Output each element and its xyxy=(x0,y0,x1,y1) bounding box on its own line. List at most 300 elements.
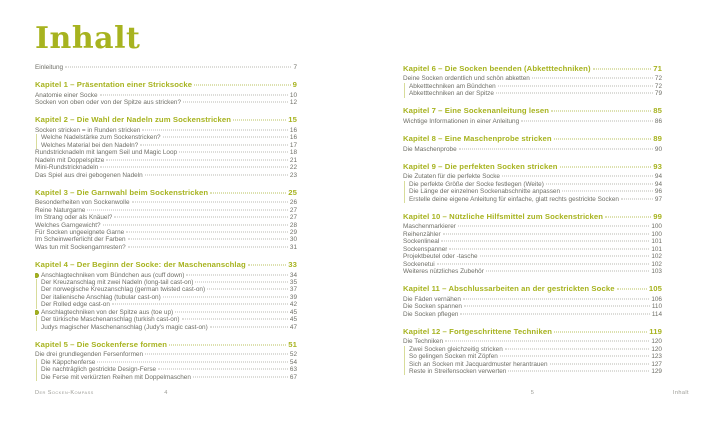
toc-section xyxy=(403,327,662,376)
dot-leader xyxy=(132,202,288,203)
entry-title: Reine Naturgarne xyxy=(35,206,86,214)
dot-leader xyxy=(142,129,288,130)
dot-leader xyxy=(464,306,650,307)
dot-leader xyxy=(505,348,650,349)
entry-page-number: 12 xyxy=(289,99,297,107)
dot-leader xyxy=(179,152,288,153)
toc-entry xyxy=(35,374,297,381)
entry-title: Die Käppchenferse xyxy=(41,358,96,366)
toc-chapter-heading xyxy=(35,115,297,125)
dot-leader xyxy=(560,166,652,167)
dot-leader xyxy=(486,270,649,271)
entry-page-number: 119 xyxy=(649,326,662,336)
dot-leader xyxy=(183,102,288,103)
dot-leader xyxy=(460,313,649,314)
entry-page-number: 54 xyxy=(289,358,297,366)
dot-leader xyxy=(114,217,287,218)
entry-page-number: 97 xyxy=(654,195,662,203)
dot-leader xyxy=(498,85,653,86)
entry-title: Erstelle deine eigene Anleitung für einfache, glatt rechts gestrickte Socken xyxy=(409,195,619,203)
toc-entry xyxy=(403,268,662,275)
dot-leader xyxy=(562,191,653,192)
entry-title: Sockenspanner xyxy=(403,245,448,253)
dot-leader xyxy=(210,326,288,327)
toc-chapter-heading xyxy=(403,284,662,294)
toc-entry xyxy=(35,286,297,293)
toc-entry xyxy=(403,303,662,310)
footer-page-number-right: 5 xyxy=(530,390,535,396)
entry-page-number: 72 xyxy=(654,75,662,83)
entry-page-number: 129 xyxy=(651,368,662,376)
entry-page-number: 10 xyxy=(289,91,297,99)
dot-leader xyxy=(458,226,649,227)
toc-entry xyxy=(35,222,297,229)
entry-page-number: 85 xyxy=(653,106,662,116)
entry-page-number: 21 xyxy=(289,156,297,164)
toc-entry xyxy=(35,279,297,286)
dot-leader xyxy=(163,137,288,138)
entry-title: Die Länge der einzelnen Sockenabschnitte anpassen xyxy=(409,188,560,196)
entry-page-number: 34 xyxy=(289,271,297,279)
toc-entry xyxy=(35,272,297,279)
dot-leader xyxy=(103,224,288,225)
entry-title: Die Ferse mit verkürzten Reihen mit Doppelmaschen xyxy=(41,373,191,381)
dot-leader xyxy=(126,231,288,232)
toc-chapter-heading xyxy=(35,80,297,90)
entry-page-number: 72 xyxy=(654,82,662,90)
entry-page-number: 29 xyxy=(289,228,297,236)
entry-title: Welches Material bei den Nadeln? xyxy=(41,141,139,149)
toc-entry xyxy=(35,214,297,221)
dot-leader xyxy=(532,78,653,79)
toc-entry xyxy=(403,223,662,230)
dot-leader xyxy=(128,239,288,240)
toc-entry xyxy=(35,64,297,71)
entry-page-number: 100 xyxy=(651,223,662,231)
entry-title: Socken von oben oder von der Spitze aus stricken? xyxy=(35,99,182,107)
toc-section xyxy=(403,134,662,153)
entry-page-number: 42 xyxy=(289,301,297,309)
dot-leader xyxy=(550,363,650,364)
entry-page-number: 33 xyxy=(288,259,297,269)
bullet-dot-icon xyxy=(35,272,41,279)
bullet-dot-icon xyxy=(35,309,41,316)
entry-title: Besonderheiten von Sockenwolle xyxy=(35,199,130,207)
entry-title: Nadeln mit Doppelspitze xyxy=(35,156,105,164)
dot-leader xyxy=(145,174,288,175)
toc-entry xyxy=(35,236,297,243)
toc-entry xyxy=(35,92,297,99)
entry-page-number: 102 xyxy=(651,253,662,261)
entry-title: Maschenmarkierer xyxy=(403,223,456,231)
toc-section xyxy=(35,80,297,107)
dot-leader xyxy=(100,167,288,168)
dot-leader xyxy=(145,354,288,355)
toc-section xyxy=(35,188,297,252)
entry-title: Die Maschenprobe xyxy=(403,145,457,153)
entry-title: Was tun mit Sockengarnresten? xyxy=(35,243,126,251)
entry-title: Welches Garngewicht? xyxy=(35,221,101,229)
entry-title: Judys magischer Maschenanschlag (Judy's magic cast-on) xyxy=(41,323,208,331)
toc-entry xyxy=(35,134,297,141)
entry-title: Rundstricknadeln mit langem Seil und Magic Loop xyxy=(35,149,178,157)
entry-page-number: 99 xyxy=(653,211,662,221)
entry-page-number: 110 xyxy=(651,303,662,311)
entry-title: Mini-Rundstricknadeln xyxy=(35,164,99,172)
entry-page-number: 35 xyxy=(289,279,297,286)
toc-entry xyxy=(403,173,662,180)
subentry-bar-icon xyxy=(403,83,409,90)
entry-title: Die Techniken xyxy=(403,338,444,346)
footer-section-name: Inhalt xyxy=(672,390,689,396)
dot-leader xyxy=(463,298,649,299)
entry-title: Sockenetui xyxy=(403,260,435,268)
toc-chapter-heading xyxy=(403,162,662,172)
entry-title: Der norwegische Kreuzanschlag (german twisted cast-on) xyxy=(41,286,206,294)
subentry-bar-icon xyxy=(35,294,41,301)
dot-leader xyxy=(502,176,653,177)
dot-leader xyxy=(140,144,288,145)
dot-leader xyxy=(233,120,286,121)
dot-leader xyxy=(194,85,290,86)
dot-leader xyxy=(449,248,649,249)
entry-title: Zwei Socken gleichzeitig stricken xyxy=(409,345,503,353)
entry-page-number: 89 xyxy=(653,133,662,143)
toc-chapter-heading xyxy=(403,64,662,74)
entry-page-number: 27 xyxy=(289,214,297,222)
dot-leader xyxy=(437,263,650,264)
entry-title: Die Socken spannen xyxy=(403,303,462,311)
dot-leader xyxy=(605,216,651,217)
entry-page-number: 63 xyxy=(289,366,297,374)
toc-entry xyxy=(35,244,297,251)
dot-leader xyxy=(87,209,287,210)
dot-leader xyxy=(521,120,653,121)
dot-leader xyxy=(175,311,288,312)
toc-chapter-heading xyxy=(35,188,297,198)
entry-title: Anschlagtechniken vom Bündchen aus (cuff down) xyxy=(41,271,185,279)
toc-entry xyxy=(403,346,662,353)
toc-entry xyxy=(35,164,297,171)
toc-entry xyxy=(403,311,662,318)
toc-entry xyxy=(403,261,662,268)
dot-leader xyxy=(551,111,651,112)
subentry-bar-icon xyxy=(403,188,409,195)
subentry-bar-icon xyxy=(35,359,41,366)
subentry-bar-icon xyxy=(35,279,41,286)
dot-leader xyxy=(195,282,288,283)
entry-title: Projektbeutel oder -tasche xyxy=(403,253,478,261)
entry-page-number: 96 xyxy=(654,188,662,196)
entry-page-number: 93 xyxy=(653,161,662,171)
toc-entry xyxy=(35,172,297,179)
toc-entry xyxy=(35,229,297,236)
entry-title: Der Rolled edge cast-on xyxy=(41,301,110,309)
toc-entry xyxy=(403,361,662,368)
chapter-title: Kapitel 9 – Die perfekten Socken stricken xyxy=(403,161,558,171)
dot-leader xyxy=(617,289,647,290)
entry-title: Weiteres nützliches Zubehör xyxy=(403,267,484,275)
toc-entry xyxy=(35,351,297,358)
toc-section xyxy=(403,284,662,318)
toc-entry xyxy=(403,90,662,97)
dot-leader xyxy=(186,274,287,275)
entry-page-number: 28 xyxy=(289,221,297,229)
entry-page-number: 9 xyxy=(292,80,297,90)
entry-page-number: 23 xyxy=(289,171,297,179)
toc-entry xyxy=(35,157,297,164)
toc-entry xyxy=(403,75,662,82)
toc-entry xyxy=(35,366,297,373)
subentry-bar-icon xyxy=(403,346,409,353)
toc-chapter-heading xyxy=(35,340,297,350)
chapter-title: Kapitel 1 – Präsentation einer Stricksocke xyxy=(35,80,193,90)
dot-leader xyxy=(593,68,652,69)
subentry-bar-icon xyxy=(403,181,409,188)
toc-entry xyxy=(35,359,297,366)
entry-page-number: 123 xyxy=(651,353,662,361)
dot-leader xyxy=(443,233,650,234)
dot-leader xyxy=(554,138,652,139)
entry-page-number: 67 xyxy=(289,373,297,381)
entry-title: Welche Nadelstärke zum Sockenstricken? xyxy=(41,134,161,142)
toc-entry xyxy=(35,294,297,301)
toc-section xyxy=(35,260,297,331)
dot-leader xyxy=(248,264,286,265)
entry-title: Die Fäden vernähen xyxy=(403,295,461,303)
toc-chapter-heading xyxy=(403,327,662,337)
dot-leader xyxy=(106,159,288,160)
entry-page-number: 15 xyxy=(288,115,297,125)
chapter-title: Kapitel 6 – Die Socken beenden (Abketttechniken) xyxy=(403,63,591,73)
chapter-title: Kapitel 3 – Die Garnwahl beim Sockenstricken xyxy=(35,187,209,197)
toc-entry xyxy=(35,149,297,156)
toc-entry xyxy=(35,324,297,331)
entry-title: Im Scheinwerferlicht der Farben xyxy=(35,236,126,244)
entry-title: Anatomie einer Socke xyxy=(35,91,98,99)
dot-leader xyxy=(128,246,288,247)
subentry-bar-icon xyxy=(35,324,41,331)
toc-chapter-heading xyxy=(403,106,662,116)
toc-sections-left xyxy=(35,64,297,381)
entry-page-number: 37 xyxy=(289,286,297,294)
chapter-title: Kapitel 12 – Fortgeschrittene Techniken xyxy=(403,326,553,336)
page-title: Inhalt xyxy=(35,21,141,56)
dot-leader xyxy=(554,331,647,332)
entry-title: Wichtige Informationen in einer Anleitung xyxy=(403,117,520,125)
entry-page-number: 94 xyxy=(654,173,662,181)
subentry-bar-icon xyxy=(403,361,409,368)
entry-page-number: 7 xyxy=(293,64,297,71)
entry-page-number: 71 xyxy=(653,63,662,73)
toc-entry xyxy=(403,188,662,195)
toc-sections-right xyxy=(403,64,662,376)
dot-leader xyxy=(496,93,653,94)
entry-page-number: 90 xyxy=(654,145,662,153)
dot-leader xyxy=(441,241,649,242)
toc-chapter-heading xyxy=(403,134,662,144)
dot-leader xyxy=(112,304,288,305)
entry-page-number: 127 xyxy=(651,360,662,368)
dot-leader xyxy=(445,341,649,342)
dot-leader xyxy=(97,361,288,362)
dot-leader xyxy=(65,67,291,68)
entry-page-number: 47 xyxy=(289,323,297,331)
entry-title: Die Zutaten für die perfekte Socke xyxy=(403,173,500,181)
toc-chapter-heading xyxy=(35,260,297,270)
entry-title: Sich an Socken mit Jacquardmuster herantrauen xyxy=(409,360,548,368)
entry-page-number: 16 xyxy=(289,126,297,134)
entry-page-number: 106 xyxy=(651,295,662,303)
entry-page-number: 101 xyxy=(651,238,662,246)
subentry-bar-icon xyxy=(35,316,41,323)
entry-page-number: 31 xyxy=(289,243,297,251)
toc-entry xyxy=(35,207,297,214)
toc-entry xyxy=(403,118,662,125)
toc-entry xyxy=(35,142,297,149)
entry-title: Sockenlineal xyxy=(403,238,440,246)
toc-column-left xyxy=(35,22,297,381)
entry-title: Die drei grundlegenden Fersenformen xyxy=(35,351,143,359)
entry-title: Der türkische Maschenanschlag (turkish cast-on) xyxy=(41,316,180,324)
toc-entry xyxy=(35,199,297,206)
toc-section xyxy=(403,212,662,276)
entry-page-number: 120 xyxy=(651,345,662,353)
entry-title: Im Strang oder als Knäuel? xyxy=(35,214,113,222)
toc-entry xyxy=(35,127,297,134)
entry-page-number: 114 xyxy=(651,310,662,318)
entry-title: Die nachträglich gestrickte Design-Ferse xyxy=(41,366,157,374)
subentry-bar-icon xyxy=(35,301,41,308)
toc-entry xyxy=(403,353,662,360)
dot-leader xyxy=(207,289,288,290)
entry-page-number: 22 xyxy=(289,164,297,172)
toc-section xyxy=(35,340,297,381)
chapter-title: Kapitel 7 – Eine Sockenanleitung lesen xyxy=(403,106,550,116)
entry-title: Der italienische Anschlag (tubular cast-on) xyxy=(41,293,161,301)
toc-entry xyxy=(35,309,297,316)
entry-title: Die perfekte Größe der Socke festlegen (Weite) xyxy=(409,180,544,188)
subentry-bar-icon xyxy=(35,286,41,293)
toc-entry xyxy=(403,146,662,153)
entry-page-number: 25 xyxy=(288,187,297,197)
toc-entry xyxy=(403,181,662,188)
toc-section xyxy=(403,162,662,203)
toc-section xyxy=(35,115,297,179)
entry-title: Die Socken pflegen xyxy=(403,310,459,318)
toc-entry xyxy=(403,253,662,260)
dot-leader xyxy=(480,256,650,257)
toc-entry xyxy=(403,338,662,345)
entry-title: So gelingen Socken mit Zöpfen xyxy=(409,353,498,361)
entry-title: Deine Socken ordentlich und schön abketten xyxy=(403,75,530,83)
toc-section xyxy=(35,64,297,71)
entry-page-number: 102 xyxy=(651,260,662,268)
dot-leader xyxy=(169,344,286,345)
chapter-title: Kapitel 4 – Der Beginn der Socke: der Maschenanschlag xyxy=(35,259,246,269)
entry-page-number: 100 xyxy=(651,230,662,238)
entry-page-number: 103 xyxy=(651,267,662,275)
entry-title: Abketttechniken an der Spitze xyxy=(409,90,494,98)
entry-page-number: 79 xyxy=(654,90,662,98)
dot-leader xyxy=(158,369,288,370)
entry-title: Das Spiel aus drei gebogenen Nadeln xyxy=(35,171,143,179)
entry-page-number: 16 xyxy=(289,134,297,142)
entry-page-number: 30 xyxy=(289,236,297,244)
entry-title: Reihenzähler xyxy=(403,230,441,238)
toc-entry xyxy=(35,301,297,308)
entry-page-number: 18 xyxy=(289,149,297,157)
subentry-bar-icon xyxy=(35,366,41,373)
entry-title: Reste in Streifensocken verwerten xyxy=(409,368,507,376)
subentry-bar-icon xyxy=(35,374,41,381)
entry-title: Socken stricken = in Runden stricken xyxy=(35,126,141,134)
toc-column-right xyxy=(403,22,662,375)
entry-page-number: 52 xyxy=(289,351,297,359)
toc-entry xyxy=(403,196,662,203)
dot-leader xyxy=(621,198,653,199)
toc-entry xyxy=(403,368,662,375)
entry-title: Einleitung xyxy=(35,64,64,71)
footer-book-title: Der Socken-Kompass xyxy=(35,390,94,396)
entry-page-number: 27 xyxy=(289,206,297,214)
chapter-title: Kapitel 11 – Abschlussarbeiten an der gestrickten Socke xyxy=(403,284,615,293)
subentry-bar-icon xyxy=(403,196,409,203)
dot-leader xyxy=(459,148,653,149)
entry-page-number: 39 xyxy=(289,293,297,301)
entry-title: Für Socken ungeeignete Garne xyxy=(35,228,125,236)
entry-page-number: 26 xyxy=(289,199,297,207)
subentry-bar-icon xyxy=(35,134,41,141)
chapter-title: Kapitel 10 – Nützliche Hilfsmittel zum Sockenstricken xyxy=(403,211,604,221)
toc-entry xyxy=(403,296,662,303)
toc-entry xyxy=(35,316,297,323)
chapter-title: Kapitel 5 – Die Sockenferse formen xyxy=(35,339,168,349)
dot-leader xyxy=(508,371,649,372)
dot-leader xyxy=(546,183,653,184)
chapter-title: Kapitel 2 – Die Wahl der Nadeln zum Sockenstricken xyxy=(35,115,232,125)
subentry-bar-icon xyxy=(403,90,409,97)
toc-chapter-heading xyxy=(403,212,662,222)
entry-page-number: 51 xyxy=(288,339,297,349)
toc-entry xyxy=(403,238,662,245)
entry-title: Anschlagtechniken von der Spitze aus (toe up) xyxy=(41,308,174,316)
entry-page-number: 94 xyxy=(654,180,662,188)
subentry-bar-icon xyxy=(35,142,41,149)
toc-entry xyxy=(403,83,662,90)
subentry-bar-icon xyxy=(403,368,409,375)
entry-page-number: 17 xyxy=(289,141,297,149)
dot-leader xyxy=(193,376,288,377)
entry-page-number: 86 xyxy=(654,117,662,125)
dot-leader xyxy=(182,319,288,320)
entry-page-number: 120 xyxy=(651,338,662,346)
toc-section xyxy=(403,106,662,125)
dot-leader xyxy=(163,296,288,297)
toc-entry xyxy=(403,246,662,253)
entry-title: Der Kreuzanschlag mit zwei Nadeln (long-tail cast-on) xyxy=(41,279,194,286)
entry-page-number: 101 xyxy=(651,245,662,253)
toc-section xyxy=(403,64,662,98)
subentry-bar-icon xyxy=(403,353,409,360)
toc-entry xyxy=(403,231,662,238)
entry-page-number: 45 xyxy=(289,316,297,324)
toc-entry xyxy=(35,99,297,106)
dot-leader xyxy=(100,94,288,95)
dot-leader xyxy=(210,192,286,193)
entry-page-number: 105 xyxy=(648,284,662,293)
footer-page-number-left: 4 xyxy=(164,390,168,396)
